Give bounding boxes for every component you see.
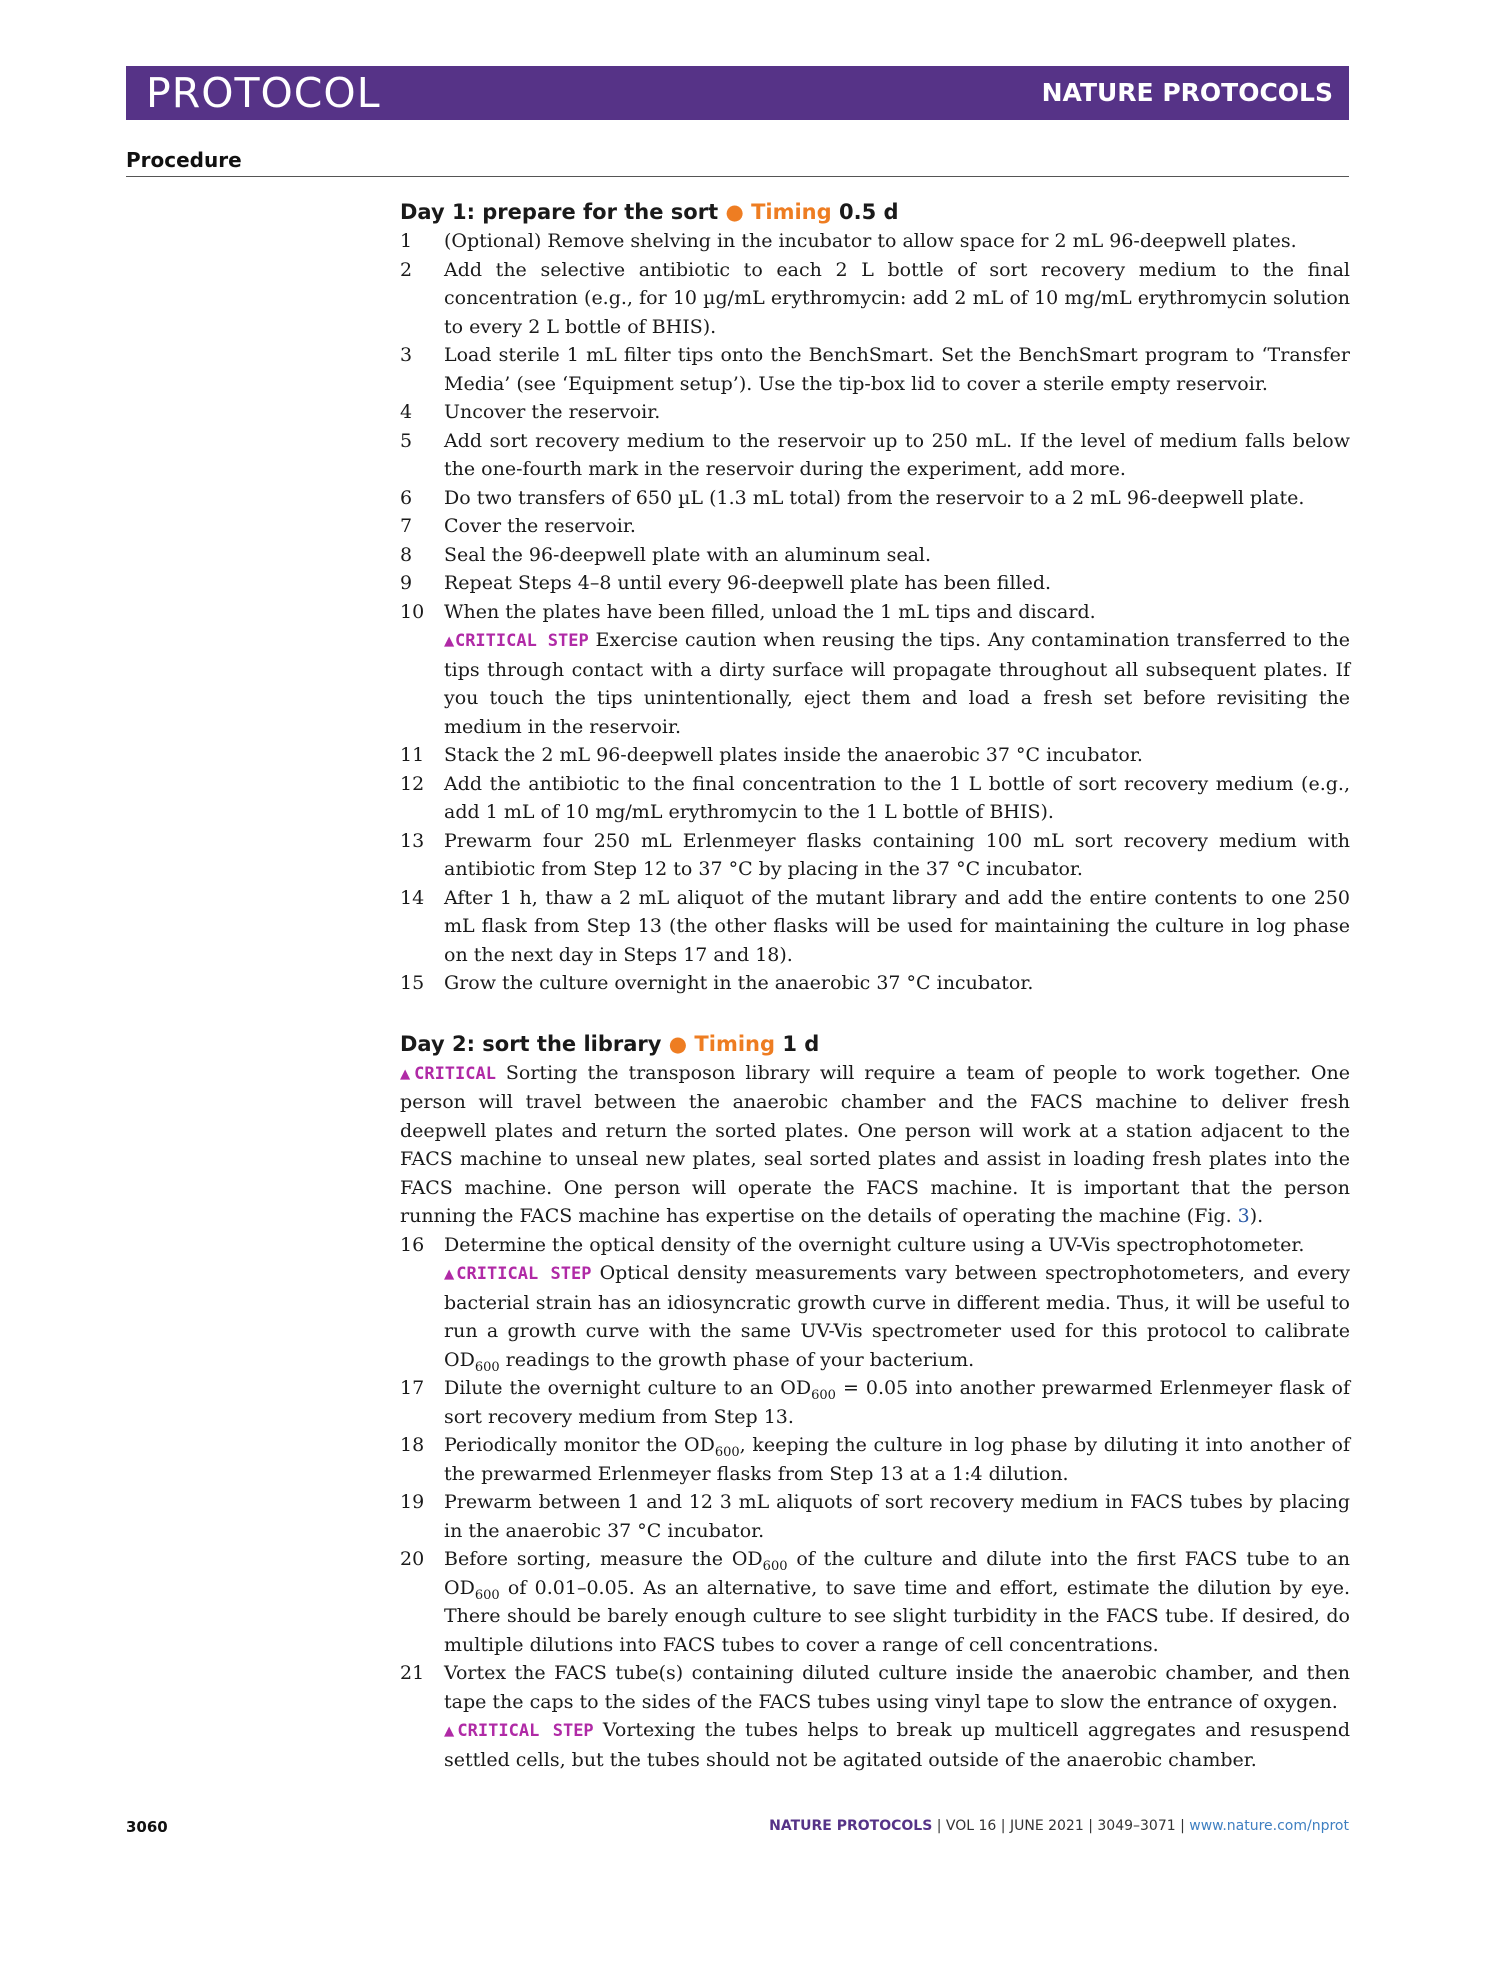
step-text: Add sort recovery medium to the reservoir up to 250 mL. If the level of medium falls below the one-fourth mark in the reservoir during the experiment, add more. bbox=[444, 429, 1350, 480]
orange-dot-icon: ● bbox=[725, 200, 744, 224]
step-text: Cover the reservoir. bbox=[444, 515, 636, 537]
step-number: 19 bbox=[400, 1491, 425, 1513]
step-number: 1 bbox=[400, 230, 413, 252]
step-7 bbox=[400, 512, 1350, 541]
step-text: Add the antibiotic to the final concentration to the 1 L bottle of sort recovery medium (e.g., add 1 mL of 10 mg/mL erythromycin to the 1 L bottle of BHIS). bbox=[444, 772, 1350, 823]
step-12 bbox=[400, 770, 1350, 827]
step-number: 6 bbox=[400, 486, 413, 509]
step-13 bbox=[400, 827, 1350, 884]
step-number: 7 bbox=[400, 515, 413, 537]
step-9 bbox=[400, 569, 1350, 598]
step-number: 12 bbox=[400, 772, 425, 795]
step-number: 11 bbox=[400, 744, 425, 766]
step-number: 16 bbox=[400, 1233, 425, 1256]
step-text: Seal the 96-deepwell plate with an aluminum seal. bbox=[444, 543, 932, 566]
step-2 bbox=[400, 256, 1350, 342]
day2-timing-label: Timing bbox=[694, 1031, 776, 1056]
day1-title: Day 1: prepare for the sort bbox=[400, 200, 719, 224]
od-subscript: 600 bbox=[811, 1387, 836, 1403]
step-1 bbox=[400, 227, 1350, 256]
step-number: 8 bbox=[400, 543, 413, 566]
header-banner bbox=[126, 66, 1349, 120]
day1-timing-value: 0.5 d bbox=[838, 200, 899, 224]
step-number: 4 bbox=[400, 401, 413, 423]
step-number: 20 bbox=[400, 1548, 425, 1570]
critical-step-10 bbox=[400, 626, 1350, 741]
step-text: Load sterile 1 mL filter tips onto the BenchSmart. Set the BenchSmart program to ‘Transfer Media’ (see ‘Equipment setup’). Use the tip-box lid to cover a sterile empty reservoir. bbox=[444, 344, 1350, 395]
step-text-b: , keeping the culture in log phase by diluting it into another of the prewarmed Erlenmeyer flasks from Step 13 at a 1:4 dilution. bbox=[444, 1434, 1350, 1485]
critical-text: Exercise caution when reusing the tips. Any contamination transferred to the tips through contact with a dirty surface will propagate throughout all subsequent plates. If you touch the tips unintentionally, eject them and load a fresh set before revisiting the medium in the reservoir. bbox=[444, 629, 1350, 738]
step-number: 18 bbox=[400, 1434, 425, 1456]
day1-step-list-b bbox=[400, 741, 1350, 998]
critical-text: Vortexing the tubes helps to break up multicell aggregates and resuspend settled cells, but the tubes should not be agitated outside of the anaerobic chamber. bbox=[444, 1719, 1350, 1771]
footer-citation: NATURE PROTOCOLS | VOL 16 | JUNE 2021 | 3049–3071 | www.nature.com/nprot bbox=[769, 1818, 1349, 1834]
critical-text-b: readings to the growth phase of your bacterium. bbox=[499, 1348, 975, 1371]
footer-pages: 3049–3071 bbox=[1097, 1818, 1176, 1834]
step-text: When the plates have been filled, unload the 1 mL tips and discard. bbox=[444, 600, 1096, 623]
critical-text: Optical density measurements vary between spectrophotometers, and every bacterial strain has an idiosyncratic growth curve in different media. Thus, it will be useful to run a growth curve with the same UV-Vis spectrometer used for this protocol to calibrate OD bbox=[444, 1262, 1351, 1371]
step-text: Determine the optical density of the overnight culture using a UV-Vis spectrophotometer. bbox=[444, 1233, 1305, 1256]
od-subscript: 600 bbox=[714, 1444, 740, 1460]
step-19 bbox=[400, 1488, 1350, 1545]
step-number: 5 bbox=[400, 429, 413, 452]
critical-step-16 bbox=[400, 1259, 1350, 1374]
article-type: PROTOCOL bbox=[146, 69, 381, 117]
step-number: 21 bbox=[400, 1662, 425, 1684]
procedure-body bbox=[400, 197, 1350, 1774]
step-18 bbox=[400, 1431, 1350, 1488]
journal-name: NATURE PROTOCOLS bbox=[1041, 78, 1333, 107]
step-text: Before sorting, measure the OD bbox=[444, 1548, 763, 1570]
step-number: 3 bbox=[400, 344, 413, 366]
step-text: (Optional) Remove shelving in the incubator to allow space for 2 mL 96-deepwell plates. bbox=[444, 230, 1297, 252]
footer-url-link[interactable]: www.nature.com/nprot bbox=[1189, 1818, 1349, 1834]
step-number: 9 bbox=[400, 572, 413, 594]
step-number: 10 bbox=[400, 600, 425, 623]
step-text: Add the selective antibiotic to each 2 L bottle of sort recovery medium to the final concentration (e.g., for 10 µg/mL erythromycin: add 2 mL of 10 mg/mL erythromycin solution to every 2 L bottle of BHIS). bbox=[444, 258, 1350, 338]
step-5 bbox=[400, 427, 1350, 484]
critical-label: ▲CRITICAL STEP bbox=[444, 1264, 592, 1284]
step-text-c: of 0.01–0.05. As an alternative, to save time and effort, estimate the dilution by eye. There should be barely enough culture to see slight turbidity in the FACS tube. If desired, do multiple dilutions into FACS tubes to cover a range of cell concentrations. bbox=[444, 1576, 1350, 1656]
footer-date: JUNE 2021 bbox=[1009, 1818, 1084, 1834]
step-text: After 1 h, thaw a 2 mL aliquot of the mutant library and add the entire contents to one 250 mL flask from Step 13 (the other flasks will be used for maintaining the culture in log phase on the next day in Steps 17 and 18). bbox=[444, 886, 1350, 966]
step-8 bbox=[400, 541, 1350, 570]
step-6 bbox=[400, 484, 1350, 513]
step-number: 14 bbox=[400, 886, 425, 909]
critical-close: ). bbox=[1249, 1205, 1264, 1227]
page-number: 3060 bbox=[126, 1818, 168, 1836]
step-15 bbox=[400, 969, 1350, 998]
step-text: Periodically monitor the OD bbox=[444, 1434, 715, 1456]
section-divider bbox=[126, 176, 1349, 177]
step-text: Prewarm four 250 mL Erlenmeyer flasks containing 100 mL sort recovery medium with antibiotic from Step 12 to 37 °C by placing in the 37 °C incubator. bbox=[444, 829, 1350, 880]
day1-heading bbox=[400, 197, 1350, 227]
step-text: Grow the culture overnight in the anaerobic 37 °C incubator. bbox=[444, 972, 1034, 994]
od-subscript: 600 bbox=[762, 1558, 788, 1574]
step-text-b: of the culture and dilute into the first FACS tube to an OD bbox=[444, 1548, 1350, 1599]
step-21 bbox=[400, 1659, 1350, 1716]
step-text: Repeat Steps 4–8 until every 96-deepwell plate has been filled. bbox=[444, 572, 1052, 594]
critical-label: ▲CRITICAL STEP bbox=[444, 1721, 594, 1741]
orange-dot-icon: ● bbox=[668, 1031, 688, 1056]
day2-heading bbox=[400, 1029, 1350, 1059]
step-text: Prewarm between 1 and 12 3 mL aliquots of sort recovery medium in FACS tubes by placing in the anaerobic 37 °C incubator. bbox=[444, 1491, 1350, 1542]
step-text: Vortex the FACS tube(s) containing diluted culture inside the anaerobic chamber, and then tape the caps to the sides of the FACS tubes using vinyl tape to slow the entrance of oxygen. bbox=[444, 1662, 1350, 1713]
step-number: 2 bbox=[400, 258, 413, 281]
footer-journal: NATURE PROTOCOLS bbox=[769, 1818, 933, 1834]
step-number: 13 bbox=[400, 829, 425, 852]
day1-timing-label: Timing bbox=[751, 200, 832, 224]
step-number: 15 bbox=[400, 972, 425, 994]
step-4 bbox=[400, 398, 1350, 427]
critical-label: ▲CRITICAL STEP bbox=[444, 631, 589, 651]
od-subscript: 600 bbox=[474, 1587, 500, 1603]
day1-step-list bbox=[400, 227, 1350, 626]
step-text-b: = 0.05 into another prewarmed Erlenmeyer flask of sort recovery medium from Step 13. bbox=[444, 1377, 1350, 1428]
critical-text: Sorting the transposon library will require a team of people to work together. One person will travel between the anaerobic chamber and the FACS machine to deliver fresh deepwell plates and return the sorted plates. One person will work at a station adjacent to the FACS machine to unseal new plates, seal sorted plates and assist in loading fresh plates into the FACS machine. One person will operate the FACS machine. It is important that the person running the FACS machine has expertise on the details of operating the machine (Fig. bbox=[400, 1061, 1350, 1227]
step-14 bbox=[400, 884, 1350, 970]
step-16 bbox=[400, 1231, 1350, 1260]
step-text: Stack the 2 mL 96-deepwell plates inside the anaerobic 37 °C incubator. bbox=[444, 744, 1143, 766]
footer-volume: VOL 16 bbox=[945, 1818, 997, 1834]
od-subscript: 600 bbox=[474, 1359, 500, 1375]
step-17 bbox=[400, 1374, 1350, 1431]
step-text: Do two transfers of 650 µL (1.3 mL total) from the reservoir to a 2 mL 96-deepwell plate. bbox=[444, 486, 1305, 509]
day2-timing-value: 1 d bbox=[782, 1031, 820, 1056]
step-10 bbox=[400, 598, 1350, 627]
step-3 bbox=[400, 341, 1350, 398]
step-text: Uncover the reservoir. bbox=[444, 401, 661, 423]
figure-link[interactable]: 3 bbox=[1237, 1205, 1250, 1227]
critical-label: ▲CRITICAL bbox=[400, 1063, 496, 1084]
step-11 bbox=[400, 741, 1350, 770]
day2-title: Day 2: sort the library bbox=[400, 1031, 662, 1056]
section-heading: Procedure bbox=[126, 148, 242, 172]
step-text: Dilute the overnight culture to an OD bbox=[444, 1377, 812, 1399]
step-20 bbox=[400, 1545, 1350, 1659]
step-number: 17 bbox=[400, 1377, 425, 1399]
day2-critical-intro bbox=[400, 1059, 1350, 1231]
critical-step-21 bbox=[400, 1716, 1350, 1774]
